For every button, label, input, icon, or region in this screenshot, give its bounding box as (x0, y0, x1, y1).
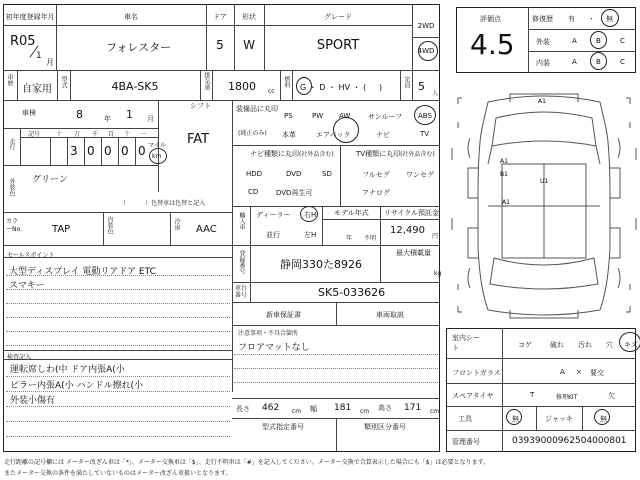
sales-point-label: セールスポイント (7, 252, 55, 259)
nav-dvd: DVD (286, 170, 302, 178)
model-value: 4BA-SK5 (111, 80, 159, 93)
tv-oneseg: ワンセグ (406, 171, 434, 179)
inspector-label: 検査記入 (7, 354, 32, 361)
shape-label: 形状 (242, 13, 256, 21)
ext-c: C (620, 37, 625, 45)
seat-kizu: キズ (624, 341, 638, 349)
registration-label: 登録番号 (238, 250, 245, 274)
tv-analog: アナログ (362, 189, 390, 197)
glass-label: フロントガラス (452, 369, 501, 377)
name-value: フォレスター (106, 41, 172, 54)
inspection-month-unit: 月 (147, 115, 154, 123)
int-b: B (596, 58, 601, 66)
digit-label-5: 十 (124, 131, 131, 138)
airbag-circle (333, 117, 359, 143)
seats-unit: 人 (432, 90, 439, 97)
max-load-label: 最大積載量 (396, 249, 431, 257)
spare-label: スペアタイヤ (452, 392, 494, 400)
month-value: 1 (36, 51, 42, 61)
tv-fullseg: フルセグ (362, 171, 390, 179)
tools-circle (506, 409, 522, 425)
digit-label-3: 千 (92, 131, 99, 138)
use-value: 自家用 (22, 84, 52, 95)
km-unit: km (152, 153, 162, 160)
score-label: 評価点 (480, 15, 501, 23)
drive-4wd: 4WD (417, 47, 435, 55)
year-value: R05 (10, 34, 36, 49)
ac-value: AAC (196, 224, 217, 235)
length-label: 長さ (236, 405, 250, 413)
equipment-sublabel: (純正のみ) (238, 130, 267, 137)
inspection-year: 8 (76, 108, 83, 121)
fuel-g-circle (296, 77, 312, 95)
nav-header-sub: (社外品含む) (299, 151, 334, 158)
recycle-value: 12,490 (390, 225, 425, 236)
use-label: 車歴 (6, 74, 13, 86)
length-value: 462 (262, 403, 280, 413)
import-dealer: ディーラー (256, 211, 291, 219)
exterior-label: 外装 (536, 38, 550, 46)
digit-label-4: 百 (108, 131, 115, 138)
nav-hdd: HDD (246, 170, 263, 178)
repair-no: 無 (606, 15, 613, 23)
footer-line-2: またメーター交換の条件を満たしていないものはメーター改ざん車扱いとなります。 (4, 470, 232, 477)
diagram-label-a1-bottom: A1 (502, 199, 510, 206)
width-label: 幅 (310, 405, 317, 413)
import-parallel: 並行 (266, 231, 280, 239)
digit-label-6: 一 (140, 131, 147, 138)
width-unit: cm (360, 408, 370, 415)
recycle-label: リサイクル預託金 (384, 209, 440, 217)
mile-unit: マイル (148, 142, 166, 149)
mgmt-value: 03939000962504000801 (512, 436, 627, 446)
mileage-digit-1: 0 (87, 144, 95, 158)
equip-navi: ナビ (376, 131, 390, 139)
mileage-digit-0: 3 (70, 144, 78, 158)
seat-yabure: 破れ (550, 341, 564, 349)
class-label: 類別区分番号 (364, 423, 406, 431)
interior-label: 内装色 (106, 216, 113, 234)
jack-value: 無 (600, 415, 607, 423)
name-label: 車名 (124, 13, 138, 21)
diagram-label-b1: B1 (500, 171, 508, 178)
glass-a: A (560, 368, 565, 376)
max-load-unit: kg (434, 270, 442, 277)
ext-b: B (596, 37, 601, 45)
inspection-month: 1 (126, 108, 133, 121)
mileage-digit-3: 0 (121, 144, 129, 158)
seats-label: 定員 (403, 76, 410, 88)
grade-value: SPORT (316, 38, 360, 53)
model-year-unit: 年 (346, 235, 353, 242)
new-car-doc: 新車保証書 (266, 311, 301, 319)
nav-header-text: ナビ種類に丸印 (250, 150, 299, 158)
int-a: A (572, 58, 577, 66)
equip-aw: AW (339, 112, 351, 120)
attention-line-1: フロアマットなし (238, 343, 310, 353)
interior-grade-label: 内装 (536, 59, 550, 67)
inspector-line-1: 運転席しわ(中 ドア内張A(小 (10, 365, 125, 375)
seat-ana: 穴 (606, 341, 613, 349)
tv-header-text: TV種類に丸印 (356, 150, 401, 158)
disp-unit: cc (268, 88, 275, 95)
door-label: ドア (213, 13, 227, 21)
digit-label-1: 十 (56, 131, 63, 138)
ext-b-circle (590, 31, 607, 49)
seat-kizu-circle (619, 332, 640, 352)
equip-airbag: エアバック (316, 131, 351, 139)
score-value: 4.5 (470, 28, 515, 61)
fuel-options: G ・ D ・ HV ・ ( ) (300, 83, 383, 92)
tv-header (356, 149, 435, 159)
import-label: 輸入車 (238, 212, 245, 230)
mileage-digit-2: 0 (104, 144, 112, 158)
inspection-label: 車検 (22, 109, 36, 117)
nav-dvd-play: DVD再生可 (276, 189, 313, 197)
year-label: 初年度登録年月 (5, 13, 55, 21)
mileage-digit-4: 0 (138, 144, 146, 158)
repair-dot: ・ (588, 15, 595, 23)
repair-yes: 有 (568, 15, 575, 23)
abs-circle (414, 105, 436, 125)
drive-2wd: 2WD (417, 22, 435, 30)
equip-tv: TV (420, 130, 430, 138)
month-unit: 月 (46, 58, 54, 67)
tools-value: 無 (512, 415, 519, 423)
footer-line-1: 走行距離の記号欄には メーター改ざん車は「*」、メーター交換車は「$」、走行不明車は「#」を記入してください。メーター交換で合算表示した場合にも「$」は必要となります。 (4, 459, 490, 466)
disp-value: 1800 (228, 80, 256, 93)
color-value: グリーン (32, 175, 68, 185)
width-value: 181 (334, 403, 352, 413)
glass-replace: 要交 (590, 369, 604, 377)
jack-circle (594, 409, 610, 425)
model-label: 型式 (60, 76, 67, 88)
digit-label-0: 記号 (28, 131, 41, 138)
type-label: 型式指定番号 (262, 423, 304, 431)
mileage-label: 走行 (8, 138, 15, 150)
handle-right-circle (300, 206, 318, 222)
height-unit: cm (430, 408, 440, 415)
repair-no-circle (601, 9, 619, 27)
key-value: TAP (52, 224, 71, 235)
diagram-label-u1: U1 (540, 178, 549, 185)
model-year-label: モデル年式 (334, 209, 369, 217)
seat-koge: コゲ (518, 341, 532, 349)
nav-sd: SD (322, 170, 332, 178)
spare-kit: 修理KIT (556, 394, 578, 401)
int-b-circle (590, 52, 607, 70)
ac-label: 冷房 (173, 218, 180, 230)
shift-value: FAT (187, 132, 210, 147)
ext-a: A (572, 37, 577, 45)
tv-header-sub: (社外品含む) (400, 151, 435, 158)
fuel-label: 燃料 (283, 76, 290, 88)
digit-label-2: 万 (74, 131, 81, 138)
recycle-unit: 円 (432, 233, 439, 240)
inspector-line-2: ピラー内張A(小 ハンドル擦れ(小 (10, 381, 144, 391)
repair-label: 修復歴 (532, 15, 553, 23)
registration-value: 静岡330た8926 (280, 258, 362, 271)
color-note: （ ）色替車は色替と記入 (120, 200, 206, 207)
sales-point-line-1: 大型ディスプレイ 電動リアドア ETC (9, 267, 156, 277)
spare-t: T (530, 391, 535, 399)
diagram-label-a1-left: A1 (500, 158, 508, 165)
import-handle-right: 右H (304, 211, 317, 219)
height-value: 171 (404, 403, 422, 413)
door-value: 5 (216, 38, 224, 52)
km-circle (149, 148, 167, 164)
attention-label: 注意事項・不具合箇所 (238, 330, 299, 337)
shift-label: シフト (190, 102, 211, 110)
key-label: カラーNo. (6, 218, 22, 233)
equip-pw: PW (312, 112, 324, 120)
equip-leather: 本革 (282, 131, 296, 139)
tools-label: 工具 (458, 415, 472, 423)
shape-value: W (243, 38, 255, 52)
length-unit: cm (292, 408, 302, 415)
equipment-label: 装備品に丸印 (236, 105, 278, 113)
seat-yogore: 汚れ (578, 341, 592, 349)
sales-point-line-2: スマキー (9, 281, 45, 291)
inspection-year-unit: 年 (104, 115, 111, 123)
seat-label: 室内シート (452, 334, 480, 352)
equip-ps: PS (284, 112, 293, 120)
diagram-label-a1-top: A1 (538, 98, 546, 105)
equip-abs: ABS (418, 112, 432, 120)
model-year-unknown: 不明 (364, 235, 377, 242)
spare-missing: 欠 (608, 392, 615, 400)
height-label: 高さ (378, 404, 392, 412)
nav-header (250, 149, 334, 159)
disp-label: 排気量 (203, 72, 210, 90)
nav-cd: CD (248, 188, 259, 196)
color-label: 外装色 (8, 178, 15, 196)
mgmt-label: 管理番号 (452, 438, 480, 446)
inspector-line-3: 外装小傷有 (10, 396, 56, 406)
glass-x: × (576, 368, 582, 376)
chassis-value: SK5-033626 (318, 286, 386, 299)
equip-sunroof: サンルーフ (368, 113, 403, 121)
int-c: C (620, 58, 625, 66)
manual: 車両取説 (376, 311, 404, 319)
seats-value: 5 (418, 80, 425, 93)
drive-4wd-circle (418, 41, 438, 61)
grade-label: グレード (324, 13, 352, 21)
jack-label: ジャッキ (545, 415, 573, 423)
import-handle-left: 左H (304, 231, 317, 239)
chassis-label: 車台番号 (235, 285, 248, 299)
car-diagram (450, 88, 638, 324)
